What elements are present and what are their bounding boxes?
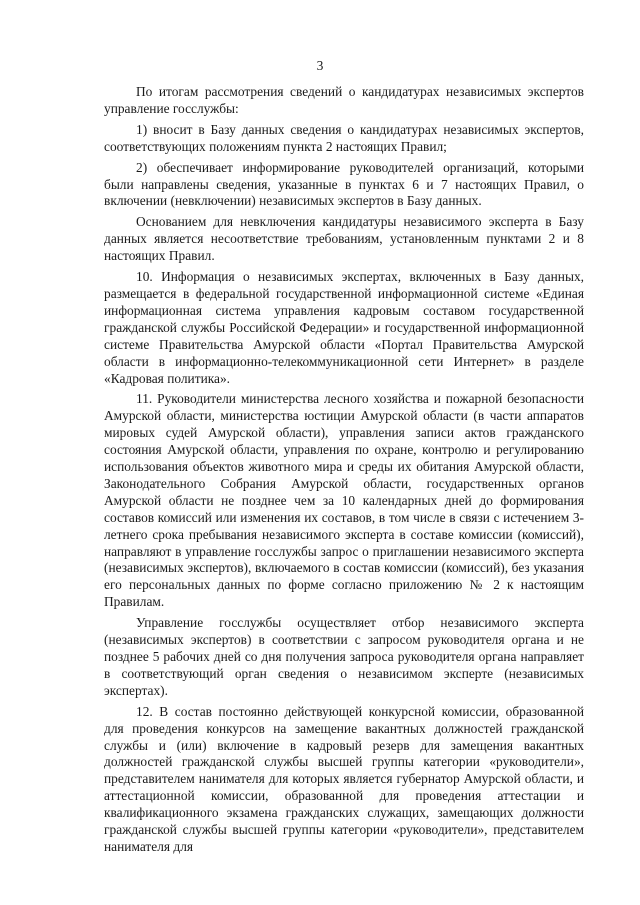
page-number: 3 (316, 58, 324, 73)
paragraph-review-intro: По итогам рассмотрения сведений о кандидатурах независимых экспертов управление госслужбы: (104, 84, 584, 116)
paragraph-clause-12: 12. В состав постоянно действующей конкурсной комиссии, образованной для проведения конкурсов на замещение вакантных должностей гражданской службы и (или) включение в кадровый резерв для замещения вакантных должностей гражданской службы высшей группы категории «руководители», представителем нанимателя для которых является губернатор Амурской области, и аттестационной комиссии, образованной для проведения аттестации и квалификационного экзамена гражданских служащих, замещающих должности гражданской службы высшей группы категории «руководители», представителем нанимателя для (104, 703, 584, 854)
paragraph-exclusion-basis: Основанием для невключения кандидатуры независимого эксперта в Базу данных является несоответствие требованиям, установленным пунктами 2 и 8 настоящих Правил. (104, 214, 584, 264)
paragraph-clause-11: 11. Руководители министерства лесного хозяйства и пожарной безопасности Амурской области, министерства юстиции Амурской области (в части аппаратов мировых судей Амурской области), управления записи актов гражданского состояния Амурской области, управления по охране, контролю и регулированию использования объектов животного мира и среды их обитания Амурской области, Законодательного Собрания Амурской области, государственных органов Амурской области не позднее чем за 10 календарных дней до формирования составов комиссий или изменения их составов, в том числе в связи с истечением 3-летнего срока пребывания независимого эксперта в составе комиссии (комиссий), направляют в управление госслужбы запрос о приглашении независимого эксперта (независимых экспертов), включаемого в состав комиссии (комиссий), без указания его персональных данных по форме согласно приложению № 2 к настоящим Правилам. (104, 391, 584, 610)
paragraph-item-1: 1) вносит в Базу данных сведения о кандидатурах независимых экспертов, соответствующих положениям пункта 2 настоящих Правил; (104, 121, 584, 154)
document-body (104, 84, 584, 856)
paragraph-item-2: 2) обеспечивает информирование руководителей организаций, которыми были направлены сведения, указанные в пунктах 6 и 7 настоящих Правил, о включении (невключении) независимых экспертов в Базу данных. (104, 159, 584, 209)
paragraph-selection: Управление госслужбы осуществляет отбор независимого эксперта (независимых экспертов) в соответствии с запросом руководителя органа и не позднее 5 рабочих дней со дня получения запроса руководителя органа направляет в соответствующий орган сведения о независимом эксперте (независимых экспертах). (104, 615, 584, 698)
paragraph-clause-10: 10. Информация о независимых экспертах, включенных в Базу данных, размещается в федеральной государственной информационной системе «Единая информационная система управления кадровым составом государственной гражданской службы Российской Федерации» и государственной информационной системе Правительства Амурской области «Портал Правительства Амурской области в информационно-телекоммуникационной сети Интернет» в разделе «Кадровая политика». (104, 269, 584, 386)
